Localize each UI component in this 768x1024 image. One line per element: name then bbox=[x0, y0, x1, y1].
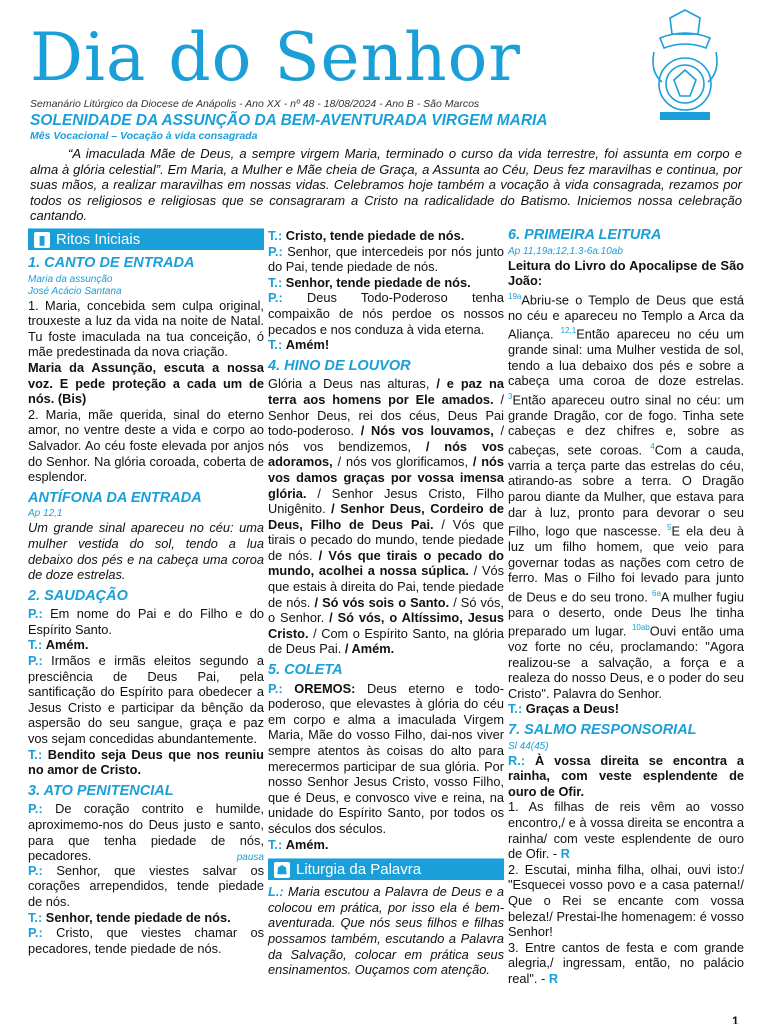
publication-title: Dia do Senhor bbox=[30, 19, 521, 96]
leitura-text bbox=[508, 289, 744, 702]
ato-line bbox=[268, 244, 504, 275]
speaker-label: P.: bbox=[28, 653, 43, 669]
ato-line bbox=[268, 275, 504, 291]
saudacao-line bbox=[28, 637, 264, 653]
speaker-label: L.: bbox=[268, 884, 284, 900]
line-text: Senhor, que viestes salvar os corações arrependidos, tende piedade de nós. bbox=[28, 862, 264, 909]
line-text: De coração contrito e humilde, aproximemo-nos do Deus justo e santo, para que tenha piedade de nós, pecadores. bbox=[28, 801, 264, 864]
heading-leitura: 6. PRIMEIRA LEITURA bbox=[508, 227, 662, 243]
band-label: Liturgia da Palavra bbox=[296, 860, 422, 878]
heading-ato-penitencial: 3. ATO PENITENCIAL bbox=[28, 782, 174, 799]
hino-segment: / Só vós, o Senhor. bbox=[268, 594, 504, 626]
heading-hino: 4. HINO DE LOUVOR bbox=[268, 357, 411, 374]
leitura-head: Leitura do Livro do Apocalipse de São João: bbox=[508, 257, 744, 289]
line-text: Senhor, tende piedade de nós. bbox=[285, 274, 471, 290]
leitura-ref: Ap 11,19a;12,1.3-6a.10ab bbox=[508, 245, 623, 257]
diocese-crest-icon bbox=[640, 8, 730, 126]
speaker-label: T.: bbox=[508, 701, 523, 717]
heading-antifona: ANTÍFONA DA ENTRADA bbox=[28, 489, 202, 506]
verse-number: 3 bbox=[508, 391, 513, 401]
speaker-label: P.: bbox=[28, 801, 43, 817]
solemnity-title: SOLENIDADE DA ASSUNÇÃO DA BEM-AVENTURADA VIRGEM MARIA bbox=[30, 112, 548, 129]
intro-paragraph: “A imaculada Mãe de Deus, a sempre virgem Maria, terminado o curso da vida terrestre, foi assunta em corpo e alma à glória celestial”. Em Maria, a Mulher e Mãe cheia de Graça, a Assunta ao Céu, Deus fez maravilhas e continua, por suas mãos, a realizar maravilhas em nossas vidas. Celebramos hoje também a vocação à vida consagrada, rezamos por todos os religiosos e religiosas que se consagraram a Cristo na radicalidade do Batismo. Iniciemos nossa celebração cantando. bbox=[30, 146, 742, 223]
line-text: Graças a Deus! bbox=[525, 701, 619, 717]
saudacao-line bbox=[28, 747, 264, 778]
verse-text: Então apareceu no céu um grande sinal: uma Mulher vestida de sol, tendo a lua debaixo dos pés e sobre a cabeça uma coroa de doze estrelas. bbox=[508, 326, 744, 389]
speaker-label: P.: bbox=[268, 243, 283, 259]
leitura-response bbox=[508, 701, 744, 717]
song-author: José Acácio Santana bbox=[28, 285, 122, 297]
hino-segment: / Nós vos louvamos, bbox=[360, 423, 501, 439]
speaker-label: T.: bbox=[268, 836, 283, 852]
speaker-label: T.: bbox=[268, 274, 283, 290]
hino-segment: Glória a Deus nas alturas, bbox=[268, 376, 437, 392]
line-text: Em nome do Pai e do Filho e do Espírito Santo. bbox=[28, 606, 264, 637]
speaker-label: T.: bbox=[28, 909, 43, 925]
verse-number: 4 bbox=[650, 441, 655, 451]
ato-line bbox=[28, 910, 264, 926]
line-text: Maria escutou a Palavra de Deus e a colocou em prática, por isso ela é bem-aventurada. Que nós seus filhos e filhas possamos também, escutando a Palavra da Salvação, colocar em prática seus ensinamentos. Ouçamos com atenção. bbox=[268, 884, 504, 978]
song-refrain: Maria da Assunção, escuta a nossa voz. E pede proteção a cada um de nós. (Bis) bbox=[28, 359, 264, 407]
ato-line bbox=[28, 863, 264, 910]
verse-number: 5 bbox=[667, 523, 672, 533]
speaker-label: T.: bbox=[28, 746, 43, 762]
salmo-verse: 2. Escutai, minha filha, olhai, ouvi isto:/ "Esquecei vosso povo e a casa paterna!/ Que o Rei se encante com vossa beleza!/ Prestai-lhe homenagem: é vosso Senhor! bbox=[508, 861, 744, 940]
r-marker: R bbox=[548, 970, 559, 986]
verse-number: 6a bbox=[652, 588, 661, 598]
publication-subtitle: Semanário Litúrgico da Diocese de Anápolis - Ano XX - nº 48 - 18/08/2024 - Ano B - São Marcos bbox=[30, 98, 480, 110]
salmo-response bbox=[508, 753, 744, 800]
hino-segment: / nós vos bendizemos, bbox=[268, 423, 504, 454]
verse-text: E ela deu à luz um filho homem, que veio para governar todas as nações com cetro de ferro. Mas o Filho foi levado para junto de Deus e do seu trono. bbox=[508, 523, 744, 605]
page-number: 1 bbox=[732, 1014, 739, 1024]
line-text: Irmãos e irmãs eleitos segundo a presciência de Deus Pai, pela santificação do Espírito para obedecer a Jesus Cristo e participar da bênção da aspersão do seu sangue, graça e paz vos sejam concedidas abundantemente. bbox=[28, 653, 264, 747]
salmo-verse bbox=[508, 940, 744, 987]
verse-number: 12,1 bbox=[560, 326, 577, 336]
ato-line bbox=[268, 337, 504, 353]
column-1 bbox=[28, 228, 264, 956]
verse-number: 19a bbox=[508, 291, 522, 301]
hino-segment: / Vós que estais à direita do Pai, tende piedade de nós. bbox=[268, 563, 505, 610]
coleta-response bbox=[268, 837, 504, 853]
antifona-text: Um grande sinal apareceu no céu: uma mulher vestida do sol, tendo a lua debaixo dos pés e na cabeça uma coroa de doze estrelas. bbox=[28, 520, 264, 583]
verse-text: Com a cauda, varria a terça parte das estrelas do céu, atirando-as sobre a terra. O Dragão parou diante da Mulher, que estava para dar à luz, pronto para devorar o seu Filho, logo que nascesse. bbox=[508, 442, 744, 539]
song-title: Maria da assunção bbox=[28, 273, 113, 285]
line-text: 3. Entre cantos de festa e com grande alegria,/ ingressam, então, no palácio real". - bbox=[508, 939, 744, 986]
saudacao-line bbox=[28, 606, 264, 637]
speaker-label: T.: bbox=[268, 228, 283, 243]
section-band-liturgia bbox=[268, 858, 504, 880]
hino-segment: / Amém. bbox=[344, 641, 395, 657]
salmo-ref: Sl 44(45) bbox=[508, 740, 549, 752]
line-text: Senhor, tende piedade de nós. bbox=[45, 909, 231, 925]
verse-text: Ouvi então uma voz forte no céu, proclamando: "Agora realizou-se a salvação, a força e a realeza do nosso Deus, e o poder do seu Cristo". Palavra do Senhor. bbox=[508, 623, 744, 701]
line-text: Cristo, que viestes chamar os pecadores, tende piedade de nós. bbox=[28, 925, 264, 956]
r-marker: R bbox=[560, 846, 570, 862]
line-text: Bendito seja Deus que nos reuniu no amor de Cristo. bbox=[28, 746, 264, 778]
line-text: Cristo, tende piedade de nós. bbox=[285, 228, 465, 243]
hino-segment: / nós vos glorificamos, bbox=[337, 454, 473, 470]
speaker-label: P.: bbox=[28, 606, 43, 622]
column-3 bbox=[508, 228, 744, 987]
hino-segment: / Senhor Deus, Cordeiro de Deus, Filho de Deus Pai. bbox=[268, 501, 504, 532]
song-verse-2: 2. Maria, mãe querida, sinal do eterno amor, no ventre deste a vida e corpo ao Salvador. Ao céu foste elevada por anjos do Senhor. Na glória coroada, coberta de esplendor. bbox=[28, 406, 264, 485]
section-band-ritos bbox=[28, 228, 264, 250]
heading-saudacao: 2. SAUDAÇÃO bbox=[28, 587, 128, 604]
hino-segment: / Com o Espírito Santo, na glória de Deus Pai. bbox=[268, 625, 505, 657]
hino-text bbox=[268, 376, 504, 657]
hino-segment: / Vós que tirais o pecado do mundo, acolhei a nossa súplica. bbox=[268, 547, 504, 579]
song-verse-1: 1. Maria, concebida sem culpa original, trouxeste a luz da vida na noite de Natal. Tu foste imaculada na tua conceição, ó mãe predestinada da nova criação. bbox=[28, 297, 264, 360]
salmo-verse bbox=[508, 799, 744, 861]
verse-text: Então apareceu outro sinal no céu: um grande Dragão, cor de fogo. Tinha sete cabeças e dez chifres e, sobre as cabeças, sete coroas. bbox=[508, 392, 744, 458]
ato-line bbox=[268, 228, 504, 244]
liturgia-intro bbox=[268, 884, 504, 978]
ato-line bbox=[28, 925, 264, 956]
line-text: Deus eterno e todo-poderoso, que elevastes à glória do céu em corpo e alma a imaculada Virgem Maria, Mãe do vosso Filho, dai-nos viver sempre atentos às coisas do alto para merecermos participar de sua glória. Por nosso Senhor Jesus Cristo, vosso Filho, que é Deus, e convosco vive e reina, na unidade do Espírito Santo, por todos os séculos dos séculos. bbox=[268, 680, 504, 836]
verse-text: Abriu-se o Templo de Deus que está no céu e apareceu no Templo a Arca da Aliança. bbox=[508, 292, 744, 342]
speaker-label: T.: bbox=[268, 337, 283, 353]
line-text: À vossa direita se encontra a rainha, com veste esplendente de ouro de Ofir. bbox=[508, 752, 744, 799]
hino-segment: / e paz na terra aos homens por Ele amados. bbox=[268, 376, 504, 407]
line-text: Deus Todo-Poderoso tenha compaixão de nós perdoe os nossos pecados e nos conduza à vida eterna. bbox=[268, 290, 504, 337]
hino-segment: / Vós que tirais o pecado do mundo, tende piedade de nós. bbox=[268, 516, 504, 563]
speaker-label: P.: bbox=[268, 290, 283, 306]
book-icon: ▮ bbox=[34, 232, 50, 248]
saudacao-line bbox=[28, 653, 264, 747]
hino-segment: / nós vos adoramos, bbox=[268, 438, 504, 470]
line-text: Senhor, que intercedeis por nós junto do Pai, tende piedade de nós. bbox=[268, 243, 504, 275]
coleta-text bbox=[268, 681, 504, 837]
oremos-label: OREMOS: bbox=[294, 680, 356, 696]
hino-segment: / nós vos damos graças por vossa imensa glória. bbox=[268, 454, 504, 501]
heading-canto: 1. CANTO DE ENTRADA bbox=[28, 255, 195, 271]
line-text: Amém. bbox=[285, 836, 329, 852]
verse-number: 10ab bbox=[631, 623, 650, 633]
speaker-label: P.: bbox=[28, 862, 43, 878]
speaker-label: P.: bbox=[268, 680, 283, 696]
speaker-label: T.: bbox=[28, 637, 43, 653]
band-label: Ritos Iniciais bbox=[56, 230, 141, 248]
masthead bbox=[30, 18, 630, 110]
ato-line bbox=[268, 290, 504, 337]
hino-segment: / Só vós sois o Santo. bbox=[314, 594, 454, 610]
line-text: Amém! bbox=[285, 337, 330, 353]
line-text: 1. As filhas de reis vêm ao vosso encontro,/ e à vossa direita se encontra a rainha/ com veste esplendente de ouro de Ofir. - bbox=[508, 799, 744, 862]
hino-segment: / Senhor Jesus Cristo, Filho Unigênito. bbox=[268, 485, 504, 517]
heading-salmo: 7. SALMO RESPONSORIAL bbox=[508, 722, 697, 739]
hino-segment: / Senhor Deus, rei dos céus, Deus Pai todo-poderoso. bbox=[268, 391, 504, 439]
heading-coleta: 5. COLETA bbox=[268, 662, 343, 679]
hino-segment: / Só vós, o Altíssimo, Jesus Cristo. bbox=[268, 610, 505, 641]
verse-text: A mulher fugiu para o deserto, onde Deus lhe tinha preparado um lugar. bbox=[508, 589, 744, 639]
antifona-ref: Ap 12,1 bbox=[28, 508, 63, 520]
speaker-label: P.: bbox=[28, 925, 43, 941]
pausa-note: pausa bbox=[236, 851, 264, 863]
line-text: Amém. bbox=[45, 637, 89, 653]
column-2 bbox=[268, 228, 504, 978]
vocational-month: Mês Vocacional – Vocação à vida consagrada bbox=[30, 130, 258, 142]
reader-icon: ☗ bbox=[274, 862, 290, 878]
speaker-label: R.: bbox=[508, 752, 526, 768]
